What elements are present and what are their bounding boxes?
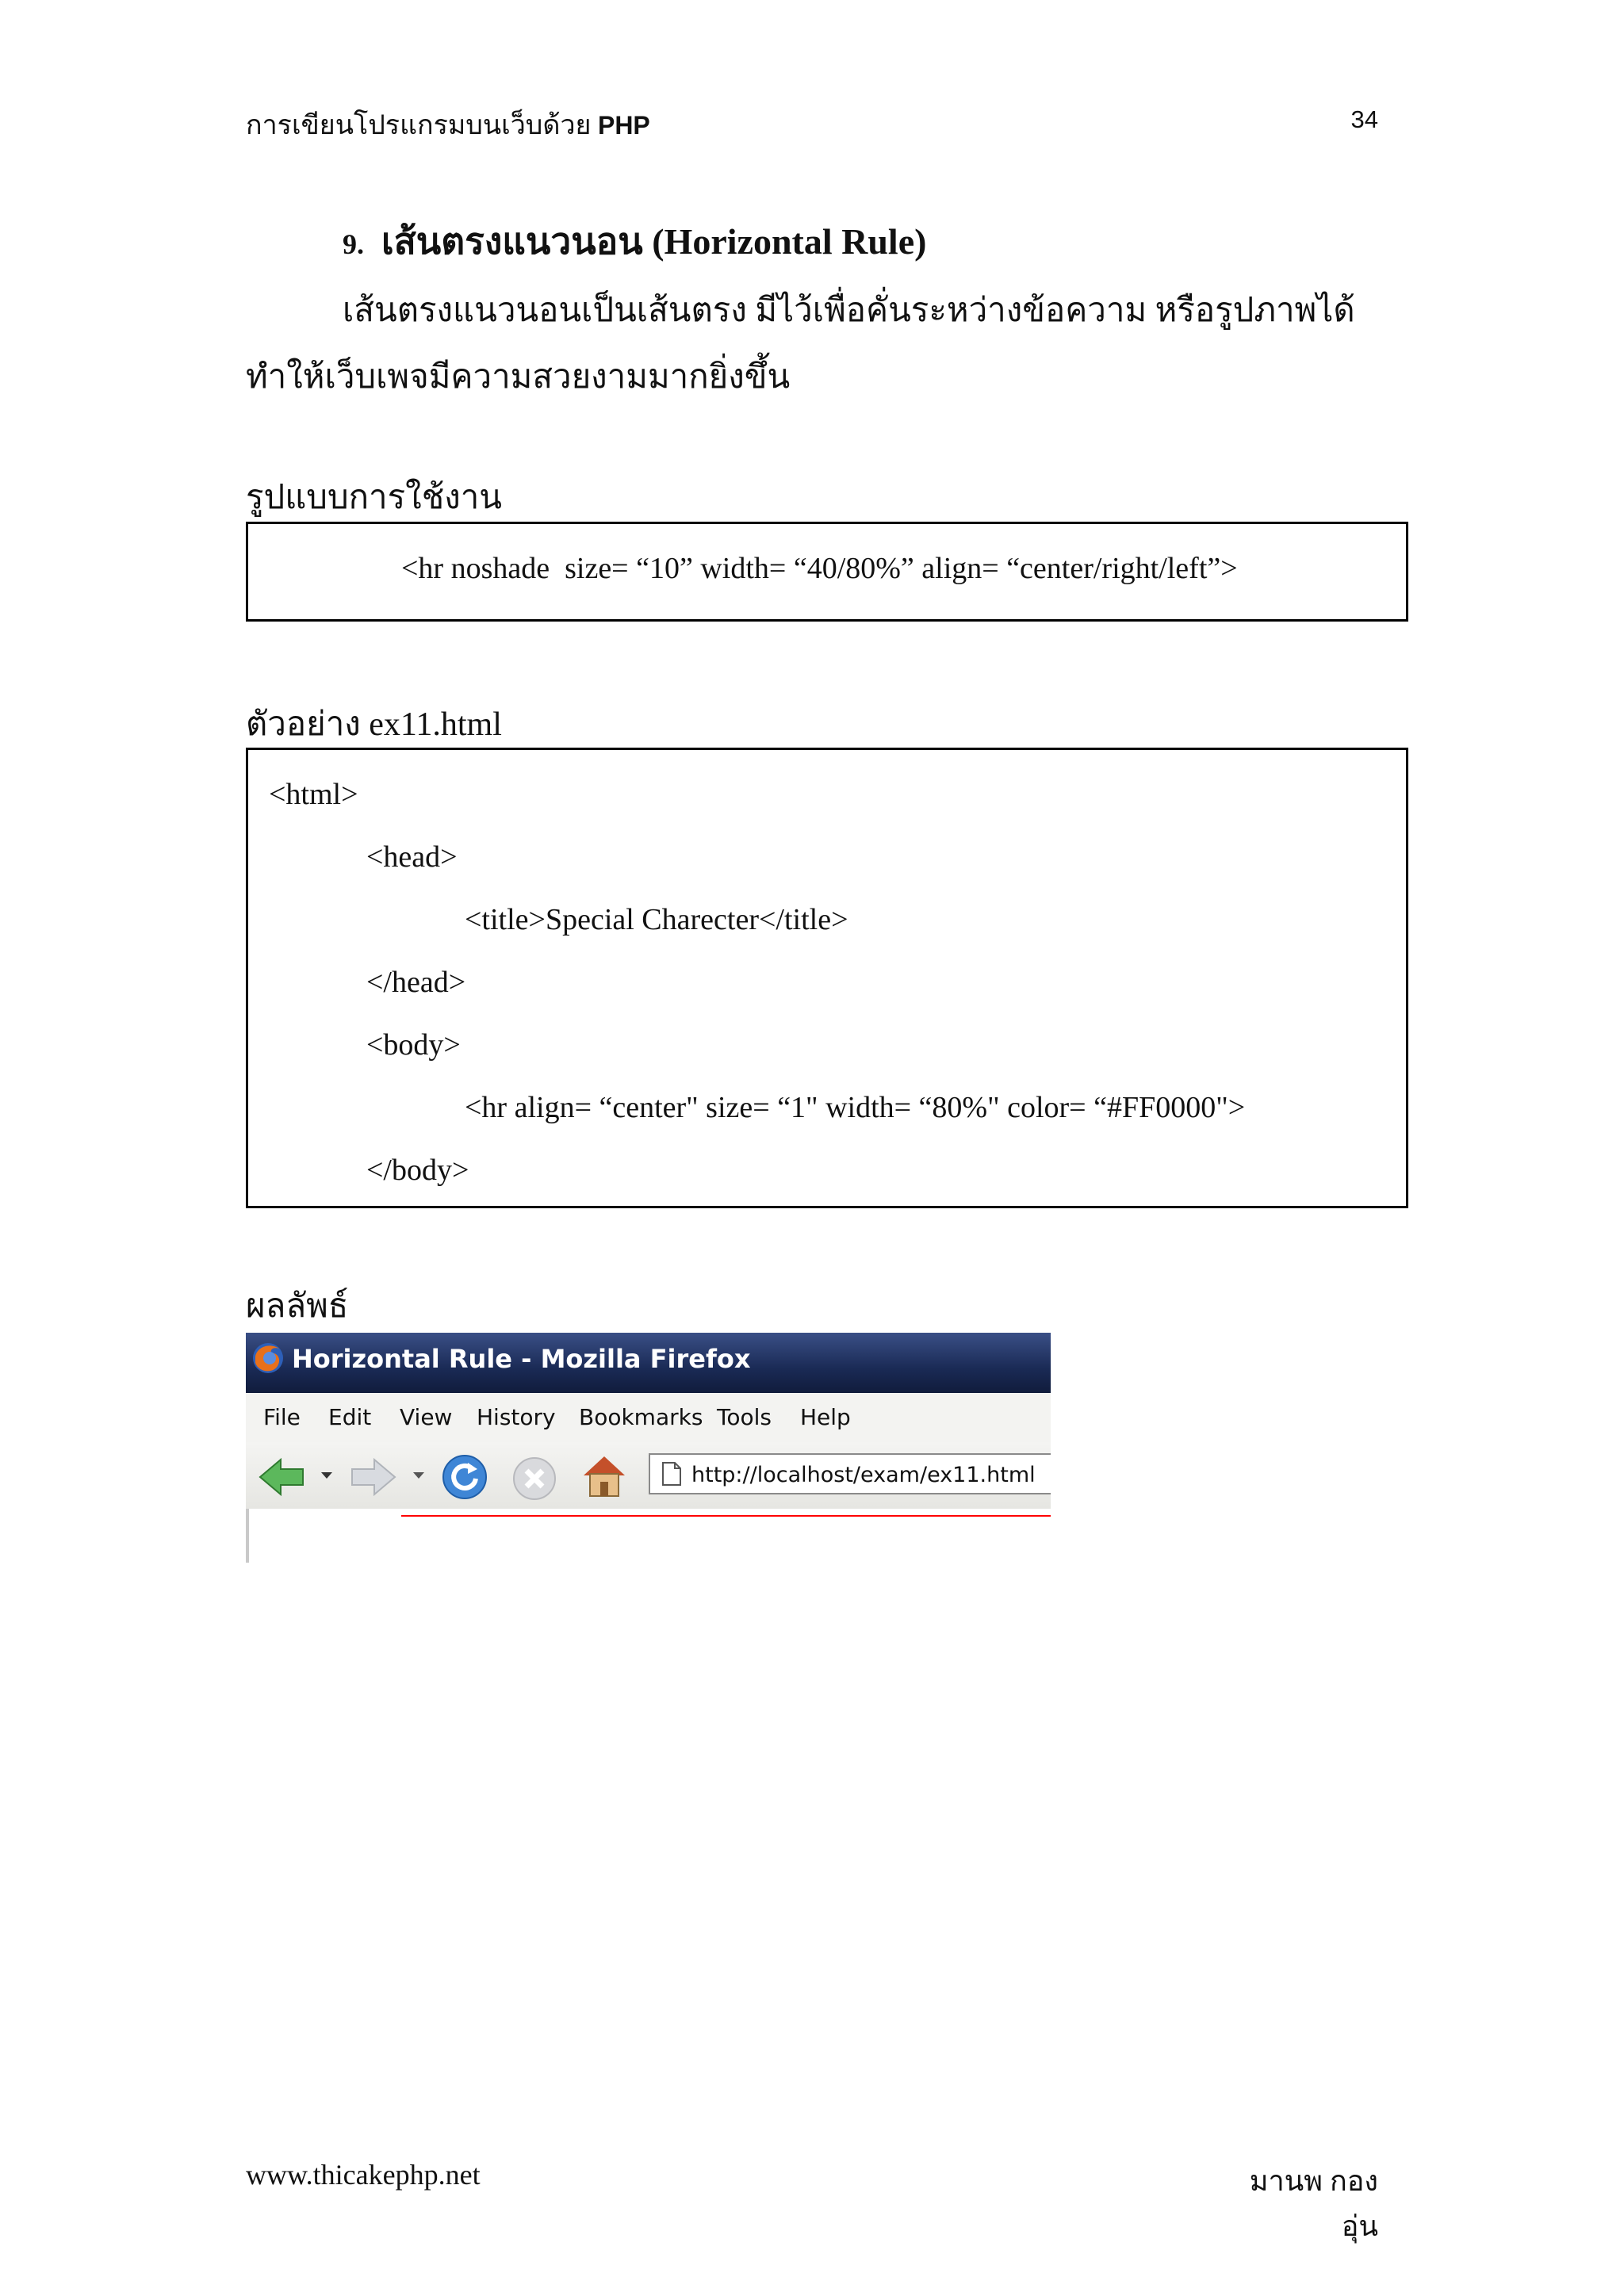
- browser-titlebar: [246, 1333, 1051, 1393]
- section-paragraph: เส้นตรงแนวนอนเป็นเส้นตรง มีไว้เพื่อคั่นระหว่างข้อความ หรือรูปภาพได้ ทำให้เว็บเพจมีความสวยงามมากยิ่งขึ้น: [246, 293, 1355, 396]
- menu-tools[interactable]: Tools: [717, 1404, 772, 1430]
- page-content: [246, 1509, 1051, 1563]
- section-number: 9.: [343, 228, 364, 260]
- footer-author: มานพ กองอุ่น: [1249, 2165, 1378, 2242]
- header-title: การเขียนโปรแกรมบนเว็บด้วย: [246, 111, 592, 140]
- code-line: <html>: [269, 778, 358, 811]
- section-heading: [343, 212, 926, 270]
- menu-bookmarks[interactable]: Bookmarks: [579, 1404, 703, 1430]
- stop-icon[interactable]: [511, 1455, 558, 1502]
- url-bar[interactable]: [649, 1453, 1051, 1494]
- code-line: </head>: [366, 966, 466, 999]
- forward-dropdown-icon[interactable]: [412, 1471, 425, 1480]
- code-box: [246, 748, 1408, 1208]
- reload-icon[interactable]: [441, 1453, 488, 1501]
- home-icon[interactable]: [579, 1452, 630, 1501]
- page-icon: [661, 1461, 682, 1487]
- section-title: เส้นตรงแนวนอน (Horizontal Rule): [381, 221, 927, 262]
- running-header: [246, 103, 650, 146]
- code-line: <body>: [366, 1028, 461, 1062]
- syntax-label: รูปแบบการใช้งาน: [246, 480, 502, 516]
- firefox-icon: [251, 1341, 285, 1376]
- horizontal-rule: [401, 1515, 1051, 1517]
- menu-view[interactable]: View: [400, 1404, 453, 1430]
- menu-history[interactable]: History: [477, 1404, 556, 1430]
- menu-edit[interactable]: Edit: [328, 1404, 372, 1430]
- back-arrow-icon[interactable]: [257, 1456, 306, 1498]
- syntax-code: <hr noshade size= “10” width= “40/80%” align= “center/right/left”>: [401, 552, 1238, 585]
- header-php: PHP: [597, 111, 650, 140]
- navigation-toolbar: [246, 1442, 1051, 1510]
- browser-screenshot: [246, 1333, 1051, 1563]
- code-line: </body>: [366, 1154, 469, 1187]
- example-label: ตัวอย่าง ex11.html: [246, 706, 502, 743]
- forward-arrow-icon[interactable]: [349, 1456, 398, 1498]
- url-text[interactable]: http://localhost/exam/ex11.html: [691, 1463, 1036, 1487]
- syntax-box: [246, 522, 1408, 622]
- back-dropdown-icon[interactable]: [320, 1471, 333, 1480]
- code-line: <head>: [366, 840, 458, 874]
- result-label: ผลลัพธ์: [246, 1288, 349, 1325]
- menu-help[interactable]: Help: [800, 1404, 851, 1430]
- window-title: Horizontal Rule - Mozilla Firefox: [292, 1344, 751, 1374]
- footer-website: www.thicakephp.net: [246, 2159, 481, 2191]
- menu-bar: [246, 1393, 1051, 1443]
- menu-file[interactable]: File: [263, 1404, 301, 1430]
- page-number: 34: [1350, 105, 1378, 133]
- code-line: <title>Special Charecter</title>: [465, 903, 848, 936]
- code-line: <hr align= “center" size= “1" width= “80%" color= “#FF0000">: [465, 1091, 1246, 1124]
